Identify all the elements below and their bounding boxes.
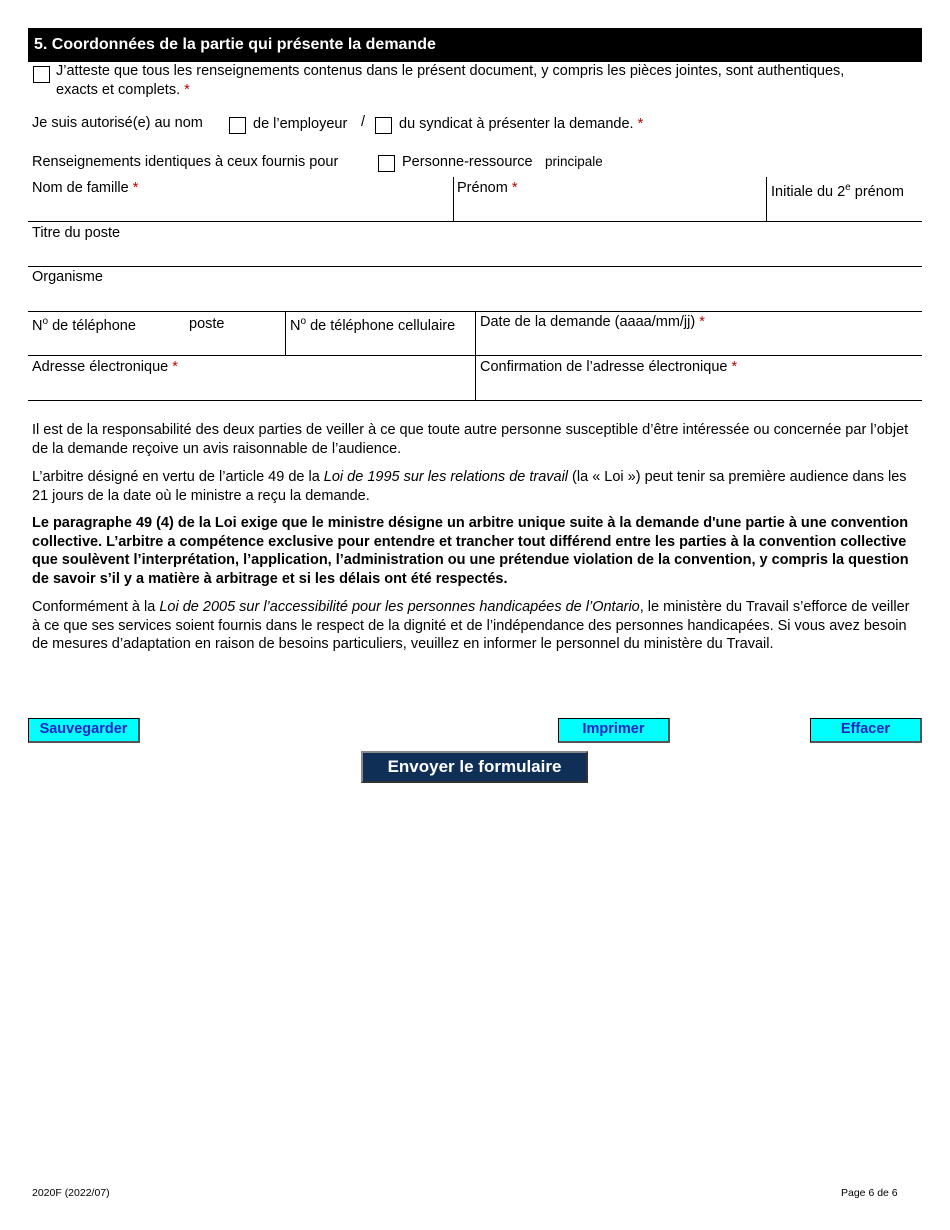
paragraph-jurisdiction: Le paragraphe 49 (4) de la Loi exige que le ministre désigne un arbitre unique suite à la demande d'une partie à une convention collective. L’arbitre a compétence exclusive pour entendre et trancher tout différend entre les parties à la convention collective que soulèvent l’interprétation, l’application, l’administration ou une prétendue violation de la convention, y compris la question de savoir s’il y a matière à arbitrage et si les délais ont été respectés. [32,515,909,587]
first-name-input[interactable] [456,196,764,220]
divider [28,266,922,267]
page-number: Page 6 de 6 [841,1187,898,1199]
date-label: Date de la demande (aaaa/mm/jj) * [480,314,705,330]
required-marker: * [699,314,705,330]
submit-button[interactable]: Envoyer le formulaire [361,751,588,783]
last-name-input[interactable] [28,196,452,220]
extension-label: poste [189,316,225,332]
save-button[interactable]: Sauvegarder [28,718,140,743]
phone-input[interactable] [28,334,178,354]
contact-person-checkbox[interactable] [378,155,395,172]
required-marker: * [731,359,738,375]
employer-checkbox[interactable] [229,117,246,134]
required-marker: * [172,359,178,375]
print-button[interactable]: Imprimer [558,718,670,743]
email-confirm-label: Confirmation de l’adresse électronique * [480,359,738,375]
first-name-label: Prénom * [457,180,518,196]
job-title-label: Titre du poste [32,225,121,241]
union-label: du syndicat à présenter la demande. * [399,116,644,132]
divider [28,221,922,222]
section-header: 5. Coordonnées de la partie qui présente la demande [28,28,922,62]
required-marker: * [511,180,518,196]
employer-label: de l’employeur [253,116,348,132]
attest-label-line1: J’atteste que tous les renseignements contenus dans le présent document, y compris les pièces jointes, sont authentiques, [56,63,845,79]
identical-label: Renseignements identiques à ceux fournis pour [32,154,339,170]
email-input[interactable] [28,377,472,399]
organization-input[interactable] [28,286,922,309]
contact-person-label-2: principale [545,154,603,169]
required-marker: * [132,180,139,196]
divider [28,355,922,356]
attest-label-line2: exacts et complets. * [56,82,190,98]
middle-initial-label: Initiale du 2e prénom [771,182,904,200]
slash-separator: / [361,114,366,130]
divider [453,177,454,221]
email-confirm-input[interactable] [478,377,920,399]
divider [766,177,767,221]
date-input[interactable] [478,332,920,354]
form-id: 2020F (2022/07) [32,1187,110,1199]
phone-label: $N^o$ de téléphone [32,316,136,334]
paragraph-notice: Il est de la responsabilité des deux parties de veiller à ce que toute autre personne susceptible d’être intéressée ou concernée par l’objet de la demande reçoive un avis raisonnable de l’audience. [32,422,909,457]
union-checkbox[interactable] [375,117,392,134]
divider [285,311,286,355]
contact-person-label: Personne-ressource [402,154,533,170]
extension-input[interactable] [184,334,282,354]
organization-label: Organisme [32,269,103,285]
divider [28,400,922,401]
cell-phone-input[interactable] [288,334,472,354]
authorized-label: Je suis autorisé(e) au nom [32,115,203,131]
clear-button[interactable]: Effacer [810,718,922,743]
job-title-input[interactable] [28,242,922,265]
required-marker: * [184,82,190,98]
paragraph-accessibility: Conformément à la Loi de 2005 sur l’accessibilité pour les personnes handicapées de l’Ontario, le ministère du Travail s’efforce de veiller à ce que ses services soient fournis dans le respect de la dignité et de l’indépendance des personnes handicapées. Si vous avez besoin de mesures d’adaptation en raison de besoins particuliers, veuillez en informer le personnel du ministère du Travail. [32,599,910,652]
last-name-label: Nom de famille * [32,180,139,196]
required-marker: * [637,116,644,132]
attest-checkbox[interactable] [33,66,50,83]
email-label: Adresse électronique * [32,359,178,375]
cell-phone-label: $N^o$ de téléphone cellulaire [290,316,456,334]
paragraph-arbitrator: L’arbitre désigné en vertu de l’article 49 de la Loi de 1995 sur les relations de travail (la « Loi ») peut tenir sa première audience dans les 21 jours de la date où le ministre a reçu la demande. [32,469,907,504]
middle-initial-input[interactable] [768,200,920,220]
